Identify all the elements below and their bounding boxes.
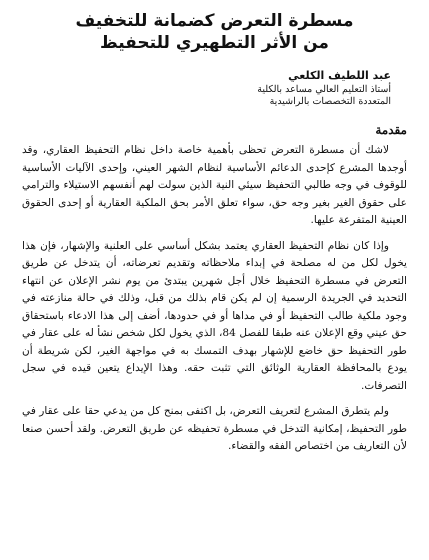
article-title	[22, 10, 407, 54]
title-line-2: من الأثر التطهيري للتحفيظ	[100, 33, 329, 53]
paragraph-2: وإذا كان نظام التحفيظ العقاري يعتمد بشكل أساسي على العلنية والإشهار، فإن هذا يخول لكل من له مصلحة في إبداء ملاحظاته وتقديم تعرضاته، أن يتدخل عن طريق التعرض في مسطرة التحفيظ خلال أجل شهرين يبتدئ من يوم نشر الإعلان عن انتهاء التحديد في الجريدة الرسمية إن لم يكن قام بذلك من قبل، وذلك في حالة منازعته في وجود ملكية طالب التحفيظ أو في مداها أو في حدودها، أضف إلى هذا الادعاء باستحقاق حق عيني وقع الإعلان عنه طبقا للفصل 84، الذي يخول لكل شخص نشأ له على عقار في طور التحفيظ حق خاضع للإشهار بهدف التمسك به في مواجهة الغير، لكن شريطة أن يودع بالمحافظة العقارية الوثائق التي تثبت حقه. وهذا الإيداع يتعين قيده في سجل التصرفات.	[22, 239, 407, 392]
title-line-1: مسطرة التعرض كضمانة للتخفيف	[75, 11, 354, 31]
paragraph-1: لاشك أن مسطرة التعرض تحظى بأهمية خاصة داخل نظام التحفيظ العقاري، وقد أوجدها المشرع كإحدى الدعائم الأساسية لنظام الشهر العيني، وإحدى الآليات الأساسية للوقوف في وجه طالبي التحفيظ سيئي النية الذين سولت لهم أنفسهم الاستيلاء والترامي على حقوق الغير بغير وجه حق، سواء تعلق الأمر بحق الملكية العقارية أو إحدى الحقوق العينية المتفرعة عليها.	[22, 144, 407, 226]
section-heading: مقدمة	[375, 123, 407, 137]
author-name: عبد اللطيف الكلعي	[288, 69, 391, 82]
author-affiliation-line-1: أستاذ التعليم العالي مساعد بالكلية	[257, 84, 391, 95]
author-affiliation-line-2: المتعددة التخصصات بالراشيدية	[269, 96, 391, 107]
paragraph-3: ولم يتطرق المشرع لتعريف التعرض، بل اكتفى بمنح كل من يدعي حقا على عقار في طور التحفيظ، إمكانية التدخل في مسطرة تحفيظه عن طريق التعرض. ولقد أحسن صنعا لأن التعاريف من اختصاص الفقه والقضاء.	[22, 405, 407, 452]
author-block	[221, 68, 391, 108]
